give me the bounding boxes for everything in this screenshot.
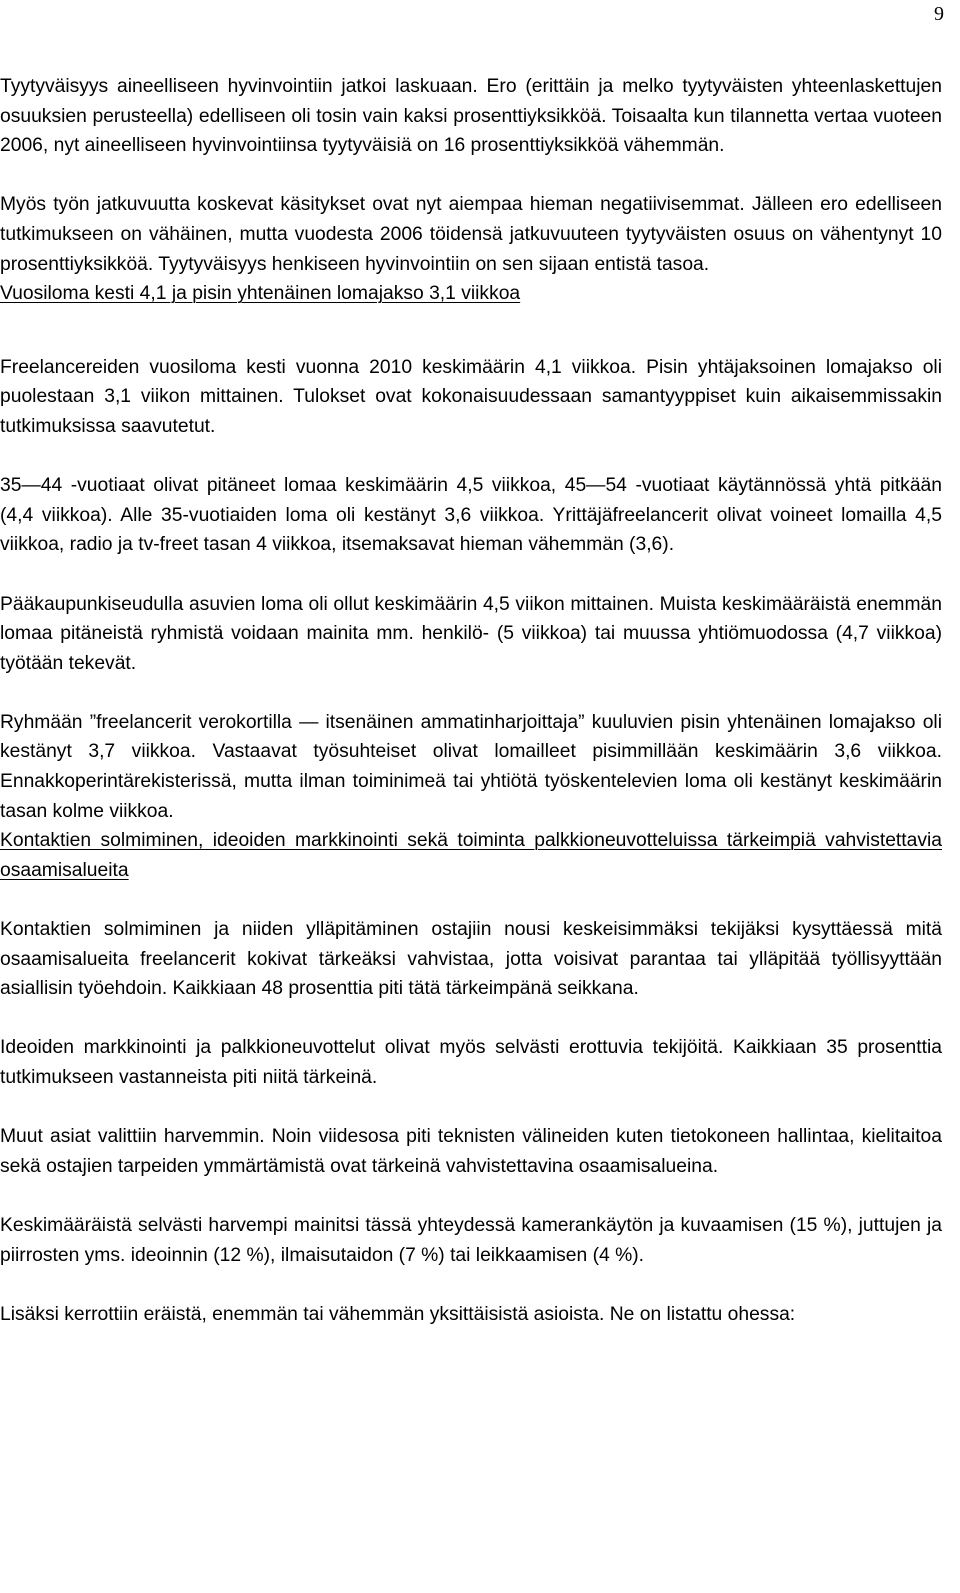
- paragraph-skills-other: Muut asiat valittiin harvemmin. Noin viidesosa piti teknisten välineiden kuten tietokoneen hallintaa, kielitaitoa sekä ostajien tarpeiden ymmärtämistä ovat tärkeinä vahvistettavina osaamisalueina.: [0, 1126, 942, 1177]
- paragraph-skills-contacts: Kontaktien solmiminen ja niiden ylläpitäminen ostajiin nousi keskeisimmäksi tekijäksi kysyttäessä mitä osaamisalueita freelancerit kokivat tärkeäksi vahvistaa, jotta voisivat parantaa tai ylläpitää työllisyyttään asiallisin työehdoin. Kaikkiaan 48 prosenttia piti tätä tärkeimpänä seikkana.: [0, 919, 942, 1000]
- paragraph-vacation-length: Freelancereiden vuosiloma kesti vuonna 2010 keskimäärin 4,1 viikkoa. Pisin yhtäjaksoinen lomajakso oli puolestaan 3,1 viikon mittainen. Tulokset ovat kokonaisuudessaan samantyyppiset kuin aikaisemmissakin tutkimuksissa saavutetut.: [0, 356, 942, 437]
- document-body: [0, 72, 942, 1329]
- section-heading-vacation: Vuosiloma kesti 4,1 ja pisin yhtenäinen lomajakso 3,1 viikkoa: [0, 283, 521, 305]
- paragraph-vacation-age-groups: 35—44 -vuotiaat olivat pitäneet lomaa keskimäärin 4,5 viikkoa, 45—54 -vuotiaat käytännössä yhtä pitkään (4,4 viikkoa). Alle 35-vuotiaiden loma oli kestänyt 3,6 viikkoa. Yrittäjäfreelancerit olivat voineet lomailla 4,5 viikkoa, radio ja tv-freet tasan 4 viikkoa, itsemaksavat hieman vähemmän (3,6).: [0, 475, 942, 556]
- paragraph-additional-list-intro: Lisäksi kerrottiin eräistä, enemmän tai vähemmän yksittäisistä asioista. Ne on listattu ohessa:: [0, 1303, 796, 1325]
- paragraph-vacation-tax-card: Ryhmään ”freelancerit verokortilla — itsenäinen ammatinharjoittaja” kuuluvien pisin yhtenäinen lomajakso oli kestänyt 3,7 viikkoa. Vastaavat työsuhteiset olivat lomailleet pisimmillään keskimäärin 3,6 viikkoa. Ennakkoperintärekisterissä, mutta ilman toiminimeä tai yhtiötä työskentelevien loma oli kestänyt keskimäärin tasan kolme viikkoa.: [0, 711, 942, 822]
- paragraph-skills-less-mentioned: Keskimääräistä selvästi harvempi mainitsi tässä yhteydessä kamerankäytön ja kuvaamisen (15 %), juttujen ja piirrosten yms. ideoinnin (12 %), ilmaisutaidon (7 %) tai leikkaamisen (4 %).: [0, 1214, 942, 1266]
- paragraph-work-continuity: Myös työn jatkuvuutta koskevat käsitykset ovat nyt aiempaa hieman negatiivisemmat. Jälleen ero edelliseen tutkimukseen on vähäinen, mutta vuodesta 2006 töidensä jatkuvuuteen tyytyväisten osuus on vähentynyt 10 prosenttiyksikköä. Tyytyväisyys henkiseen hyvinvointiin on sen sijaan entistä tasoa.: [0, 194, 942, 275]
- page-number: 9: [934, 3, 944, 25]
- paragraph-vacation-capital-region: Pääkaupunkiseudulla asuvien loma oli ollut keskimäärin 4,5 viikon mittainen. Muista keskimääräistä enemmän lomaa pitäneistä ryhmistä voidaan mainita mm. henkilö- (5 viikkoa) tai muussa yhtiömuodossa (4,7 viikkoa) työtään tekevät.: [0, 593, 942, 674]
- paragraph-material-wellbeing: Tyytyväisyys aineelliseen hyvinvointiin jatkoi laskuaan. Ero (erittäin ja melko tyytyväisten yhteenlaskettujen osuuksien perusteella) edelliseen oli tosin vain kaksi prosenttiyksikköä. Toisaalta kun tilannetta vertaa vuoteen 2006, nyt aineelliseen hyvinvointiinsa tyytyväisiä on 16 prosenttiyksikköä vähemmän.: [0, 76, 942, 157]
- paragraph-skills-marketing: Ideoiden markkinointi ja palkkioneuvottelut olivat myös selvästi erottuvia tekijöitä. Kaikkiaan 35 prosenttia tutkimukseen vastanneista piti niitä tärkeinä.: [0, 1037, 942, 1088]
- section-heading-skills: Kontaktien solmiminen, ideoiden markkinointi sekä toiminta palkkioneuvotteluissa tärkeimpiä vahvistettavia osaamisalueita: [0, 830, 942, 881]
